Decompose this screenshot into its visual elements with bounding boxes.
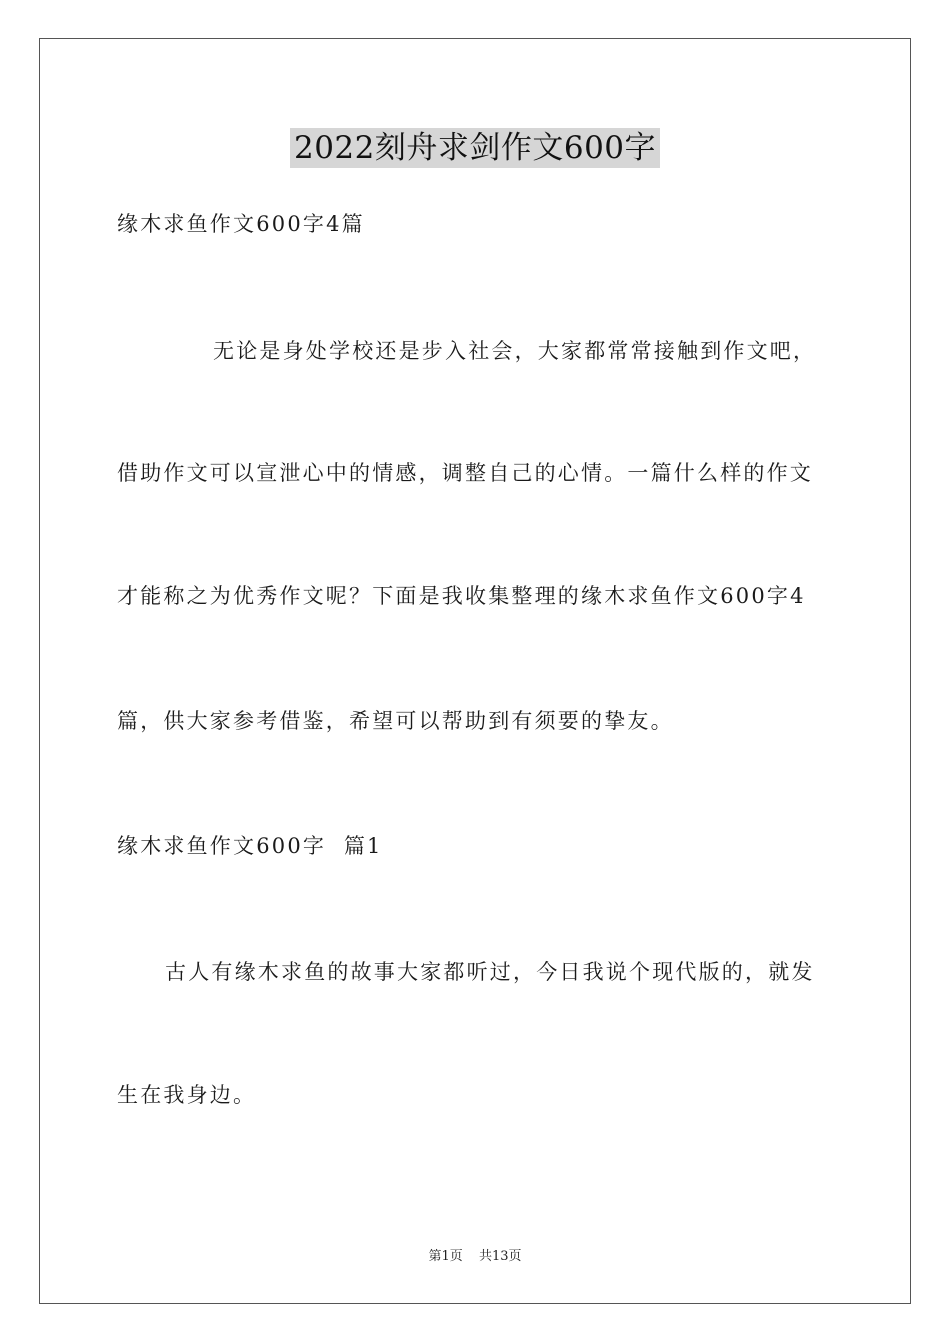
paragraph-line: 古人有缘木求鱼的故事大家都听过，今日我说个现代版的，就发 xyxy=(165,960,815,984)
paragraph-line: 篇，供大家参考借鉴，希望可以帮助到有须要的挚友。 xyxy=(117,709,674,733)
page-total: 共13页 xyxy=(478,1249,522,1264)
title-container xyxy=(0,128,950,168)
paragraph-line: 无论是身处学校还是步入社会，大家都常常接触到作文吧， xyxy=(213,339,817,363)
section-heading: 缘木求鱼作文600字 篇1 xyxy=(117,834,383,858)
document-title: 2022刻舟求剑作文600字 xyxy=(290,128,660,168)
paragraph-line: 生在我身边。 xyxy=(117,1083,257,1107)
paragraph-line: 才能称之为优秀作文呢？下面是我收集整理的缘木求鱼作文600字4 xyxy=(117,584,806,608)
document-subtitle: 缘木求鱼作文600字4篇 xyxy=(117,212,365,236)
page-footer xyxy=(0,1248,950,1266)
page-number: 第1页 xyxy=(428,1249,463,1264)
paragraph-line: 借助作文可以宣泄心中的情感，调整自己的心情。一篇什么样的作文 xyxy=(117,461,813,485)
